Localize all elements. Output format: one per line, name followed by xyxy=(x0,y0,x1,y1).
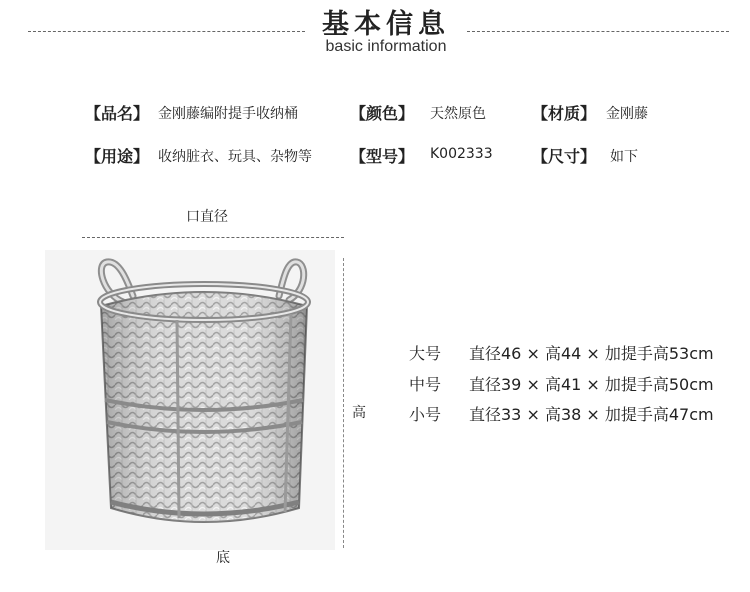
height-line xyxy=(343,258,344,548)
height-label: 高 xyxy=(352,405,366,421)
model-value: K002333 xyxy=(430,146,493,162)
size-small-label: 小号 xyxy=(409,405,442,424)
size-row-medium xyxy=(409,372,739,394)
color-value: 天然原色 xyxy=(430,106,486,122)
size-row-large xyxy=(409,341,739,363)
size-medium-label: 中号 xyxy=(409,375,442,394)
size-large-label: 大号 xyxy=(409,344,442,363)
size-large-dims: 直径46 × 高44 × 加提手高53cm xyxy=(469,344,714,363)
page-subtitle: basic information xyxy=(325,38,447,55)
size-value: 如下 xyxy=(610,149,638,165)
diameter-label: 口直径 xyxy=(186,209,228,225)
name-label: 【品名】 xyxy=(85,104,150,123)
color-label: 【颜色】 xyxy=(350,104,415,123)
usage-label: 【用途】 xyxy=(85,147,150,166)
name-value: 金刚藤编附提手收纳桶 xyxy=(158,106,298,122)
base-label: 底 xyxy=(216,550,230,566)
wicker-basket-photo xyxy=(45,250,335,550)
page-title: 基本信息 xyxy=(322,9,450,40)
material-label: 【材质】 xyxy=(532,104,597,123)
model-label: 【型号】 xyxy=(350,147,415,166)
material-value: 金刚藤 xyxy=(606,106,648,122)
usage-value: 收纳脏衣、玩具、杂物等 xyxy=(158,149,312,165)
size-medium-dims: 直径39 × 高41 × 加提手高50cm xyxy=(469,375,714,394)
size-label: 【尺寸】 xyxy=(532,147,597,166)
diameter-line xyxy=(82,237,344,238)
size-row-small xyxy=(409,402,739,424)
size-small-dims: 直径33 × 高38 × 加提手高47cm xyxy=(469,405,714,424)
